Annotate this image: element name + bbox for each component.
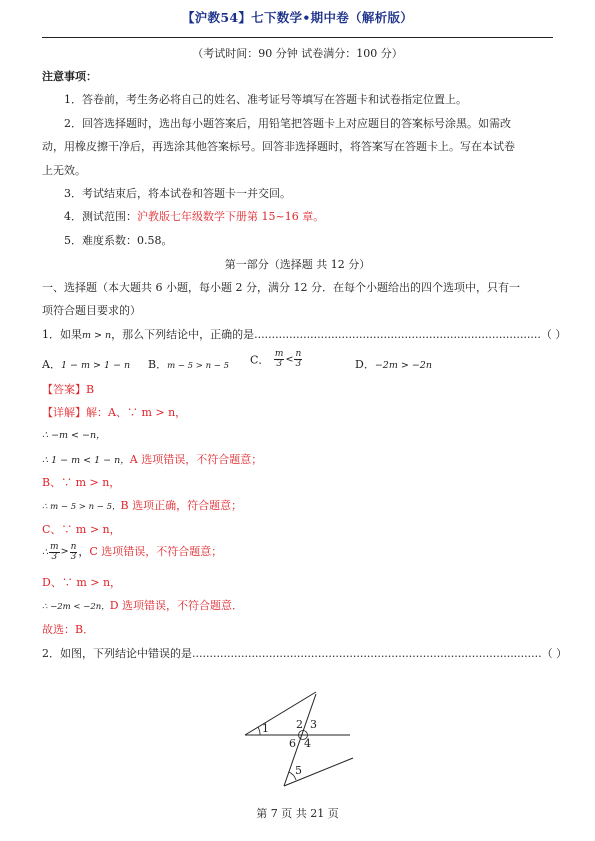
page-header-title: 【沪教54】七下数学•期中卷（解析版）: [181, 10, 414, 25]
angle-label-6: 6: [289, 737, 296, 750]
q1-detail-head: [42, 406, 186, 420]
notice-heading: 注意事项：: [42, 70, 97, 83]
angle-label-3: 3: [310, 718, 317, 731]
q1-c-line-2: ∴ $\frac{m}{3}$ > $\frac{n}{3}$ ，C 选项错误，不符合题意；: [42, 541, 223, 562]
angle-figure: [238, 688, 358, 788]
q1-a-line-3: ∴ 1 − m < 1 − n，A 选项错误，不符合题意；: [42, 453, 263, 466]
q1-b-line-2: ∴ m − 5 > n − 5，B 选项正确，符合题意；: [42, 499, 243, 512]
notice-item-2-line-2: 动，用橡皮擦干净后，再选涂其他答案标号。回答非选择题时，将答案写在答题卡上。写在本试卷: [42, 140, 515, 153]
q1-option-c-label: C．: [250, 353, 270, 367]
angle-label-1: 1: [262, 722, 269, 735]
q1-option-a[interactable]: [42, 356, 130, 372]
q1-option-d[interactable]: [355, 356, 432, 372]
q1-condition: m > n: [82, 330, 112, 341]
question-1-stem: [42, 328, 566, 343]
q1-b-line-1: B、∵ m > n，: [42, 476, 121, 489]
q1-option-d-text: −2m > −2n: [374, 360, 432, 371]
section-instructions-line-2: 项符合题目要求的）: [42, 304, 141, 317]
angle-1-arc: [258, 727, 260, 735]
q1-c-frac-left: $\frac{m}{3}$: [50, 541, 59, 562]
q1-option-b[interactable]: [148, 356, 229, 372]
q1-c-line-1: C、∵ m > n，: [42, 523, 121, 536]
q1-d-line-2: ∴ −2m < −2n，D 选项错误，不符合题意．: [42, 599, 244, 612]
q1-option-c-frac-left: $\frac{m}{3}$: [274, 349, 284, 369]
notice-item-3: 3．考试结束后，将本试卷和答题卡一并交回。: [64, 187, 291, 200]
q1-stem-text: ，那么下列结论中，正确的是: [111, 328, 255, 341]
q1-detail-text: 解：A、∵ m > n，: [86, 406, 187, 419]
notice-item-5: 5．难度系数：0.58。: [64, 234, 173, 247]
notice-item-2-line-1: 2．回答选择题时，选出每小题答案后，用铅笔把答题卡上对应题目的答案标号涂黑。如需改: [64, 117, 511, 130]
angle-label-2: 2: [296, 718, 303, 731]
exam-meta: （考试时间：90 分钟 试卷满分：100 分）: [192, 47, 403, 60]
q1-option-a-label: A．: [42, 358, 61, 371]
notice-item-4-prefix: 4．测试范围：: [64, 210, 137, 223]
q1-option-c-operator: <: [285, 354, 294, 365]
q1-option-c-frac-right: $\frac{n}{3}$: [295, 349, 302, 369]
q1-dots: ..................................................................................（ ）: [254, 328, 567, 341]
q1-option-b-text: m − 5 > n − 5: [167, 361, 230, 371]
q1-c-frac-right: $\frac{n}{3}$: [70, 541, 77, 562]
q1-answer: 【答案】B: [42, 383, 95, 396]
q1-conclusion: 故选：B．: [42, 623, 95, 636]
q1-d-line-1: D、∵ m > n，: [42, 576, 122, 589]
notice-item-4: [64, 210, 324, 224]
page-footer: 第 7 页 共 21 页: [256, 807, 339, 820]
part1-title: 第一部分（选择题 共 12 分）: [224, 258, 371, 271]
q1-prefix: 1．如果: [42, 328, 82, 341]
q1-detail-tag: 【详解】: [42, 406, 86, 419]
q1-option-d-label: D．: [355, 358, 375, 371]
header-divider: [42, 37, 553, 38]
notice-item-2-line-3: 上无效。: [42, 164, 86, 177]
section-instructions-line-1: 一、选择题（本大题共 6 小题，每小题 2 分，满分 12 分．在每个小题给出的四个选项中，只有一: [42, 281, 520, 294]
q1-option-a-text: 1 − m > 1 − n: [60, 360, 131, 371]
q2-dots: ....................................................................................................（ ）: [192, 647, 568, 660]
question-2-stem: 2．如图，下列结论中错误的是....................................................................................................（ ）: [42, 647, 568, 660]
notice-item-1: 1．答卷前，考生务必将自己的姓名、准考证号等填写在答题卡和试卷指定位置上。: [64, 93, 467, 106]
angle-label-4: 4: [304, 737, 311, 750]
notice-item-4-range: 沪教版七年级数学下册第 15~16 章。: [137, 210, 325, 223]
q1-option-b-label: B．: [148, 358, 168, 371]
q1-option-c[interactable]: [250, 350, 303, 369]
figure-upper-slant-line: [245, 692, 316, 735]
angle-label-5: 5: [295, 764, 302, 777]
q1-a-line-2: ∴ −m < −n，: [42, 430, 106, 441]
